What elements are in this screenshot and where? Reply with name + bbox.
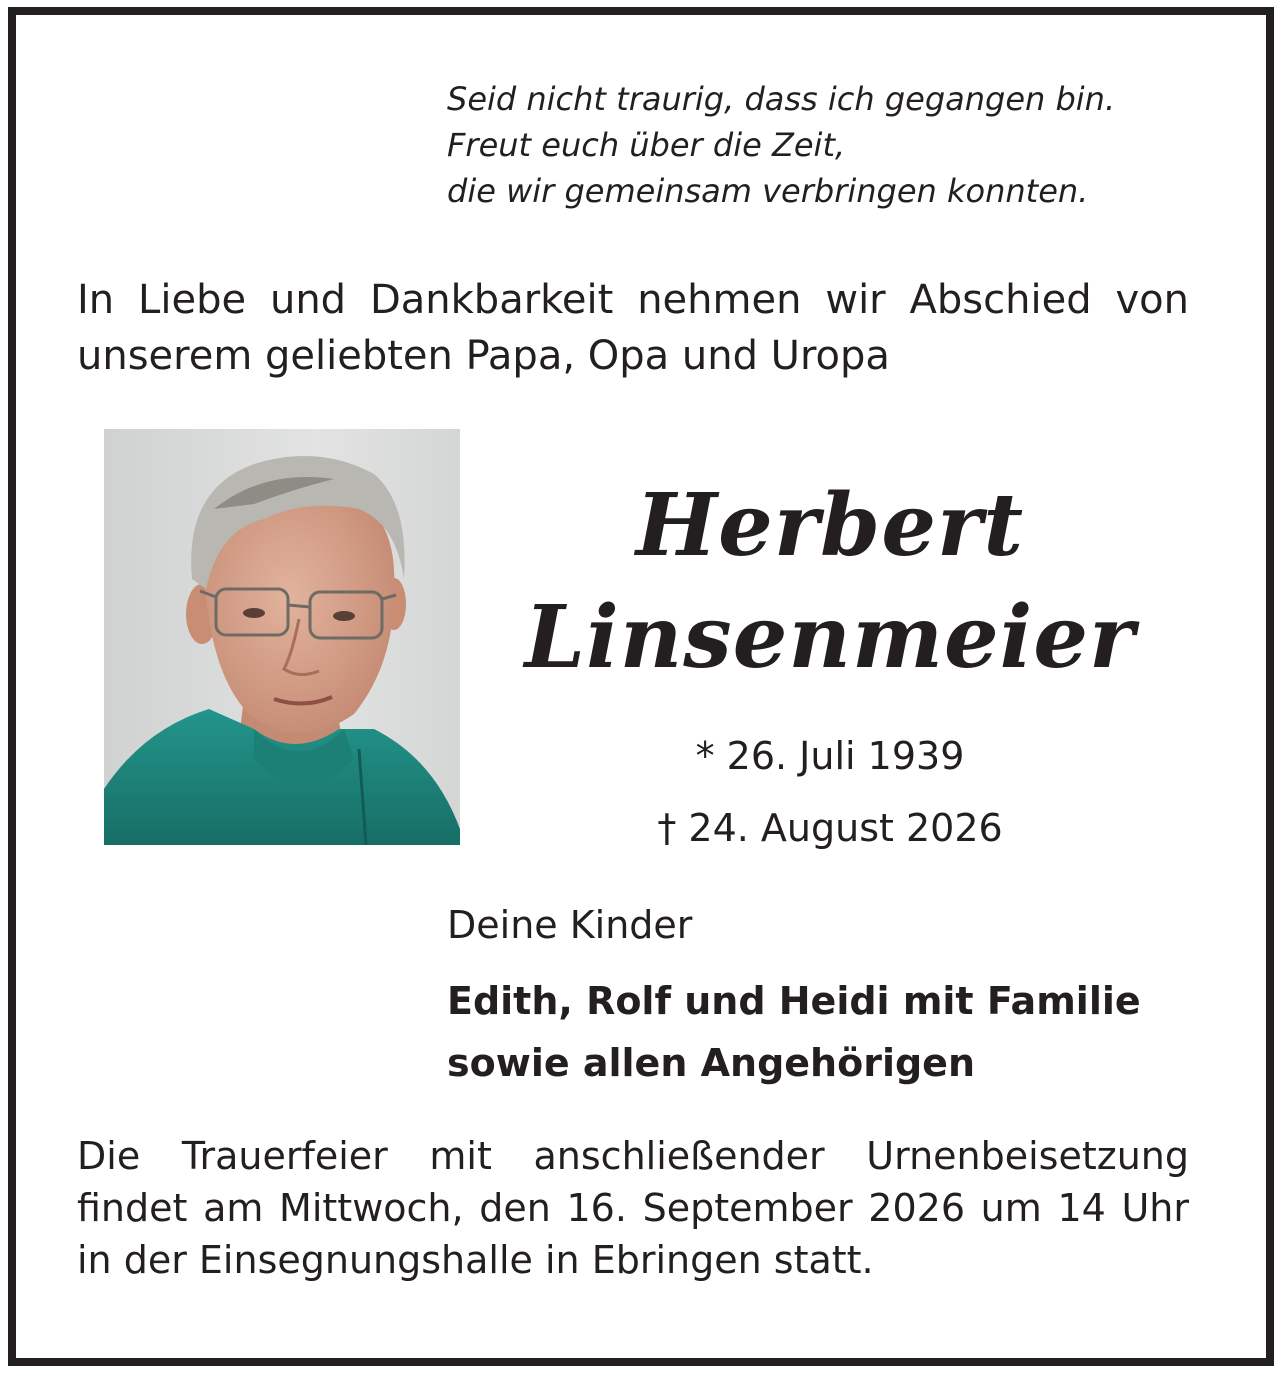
quote-line-1: Seid nicht traurig, dass ich gegangen bin. bbox=[447, 80, 1116, 118]
mourners-intro: Deine Kinder bbox=[447, 903, 693, 947]
memorial-quote bbox=[447, 76, 1207, 214]
mourners-line-1: Edith, Rolf und Heidi mit Familie bbox=[447, 979, 1141, 1023]
life-dates bbox=[540, 720, 1120, 864]
quote-line-2: Freut euch über die Zeit, bbox=[447, 126, 846, 164]
ceremony-details: Die Trauerfeier mit anschließender Urnenbeisetzung findet am Mittwoch, den 16. September 2026 um 14 Uhr in der Einsegnungshalle in Ebringen statt. bbox=[77, 1134, 1189, 1282]
last-name: Linsenmeier bbox=[524, 587, 1136, 688]
mourners-line-2: sowie allen Angehörigen bbox=[447, 1041, 975, 1085]
first-name: Herbert bbox=[635, 475, 1025, 576]
birth-date: * 26. Juli 1939 bbox=[695, 734, 965, 778]
mourners-names bbox=[447, 970, 1207, 1094]
farewell-intro: In Liebe und Dankbarkeit nehmen wir Abschied von unserem geliebten Papa, Opa und Uropa bbox=[77, 277, 1189, 379]
death-date: † 24. August 2026 bbox=[657, 806, 1003, 850]
portrait-photo bbox=[104, 429, 460, 845]
quote-line-3: die wir gemeinsam verbringen konnten. bbox=[447, 172, 1089, 210]
deceased-name bbox=[470, 470, 1190, 694]
